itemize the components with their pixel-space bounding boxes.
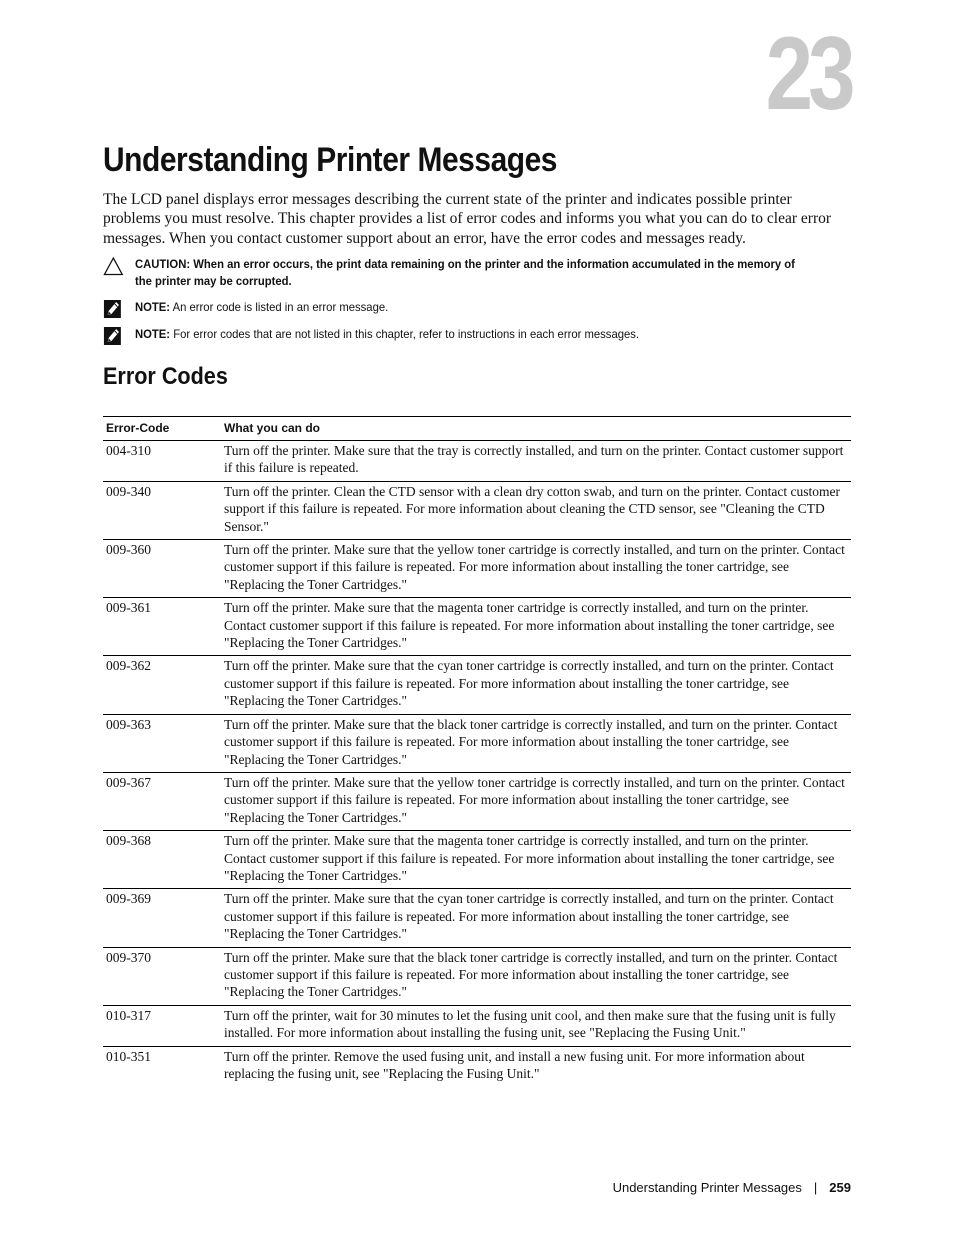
note-notice: [103, 299, 808, 316]
error-code-cell: 009-363: [103, 714, 221, 772]
error-code-cell: 010-317: [103, 1005, 221, 1046]
error-code-cell: 009-361: [103, 598, 221, 656]
action-cell: Turn off the printer. Make sure that the cyan toner cartridge is correctly installed, and turn on the printer. Contact customer support if this failure is repeated. For more information about installing the toner cartridge, see "Replacing the Toner Cartridges.": [221, 656, 851, 714]
intro-paragraph: The LCD panel displays error messages describing the current state of the printer and indicates possible printer problems you must resolve. This chapter provides a list of error codes and informs you what you can do to clear error messages. When you contact customer support about an error, have the error codes and messages ready.: [103, 191, 832, 247]
action-cell: Turn off the printer. Make sure that the tray is correctly installed, and turn on the printer. Contact customer support if this failure is repeated.: [221, 441, 851, 482]
action-cell: Turn off the printer. Remove the used fusing unit, and install a new fusing unit. For more information about replacing the fusing unit, see "Replacing the Fusing Unit.": [224, 1048, 805, 1081]
page-title: Understanding Printer Messages: [103, 141, 558, 179]
section-title: Error Codes: [103, 363, 228, 390]
caution-text: When an error occurs, the print data remaining on the printer and the information accumulated in the memory of the printer may be corrupted.: [134, 257, 795, 288]
note-text: For error codes that are not listed in this chapter, refer to instructions in each error messages.: [173, 327, 640, 341]
table-row: [103, 481, 851, 539]
caution-label: CAUTION:: [134, 257, 191, 271]
footer-separator: |: [813, 1180, 818, 1195]
action-cell: Turn off the printer. Make sure that the magenta toner cartridge is correctly installed, and turn on the printer. Contact customer support if this failure is repeated. For more information about installing the toner cartridge, see "Replacing the Toner Cartridges.": [221, 598, 851, 656]
note-pencil-icon: [103, 299, 124, 319]
error-code-cell: 009-340: [103, 481, 221, 539]
error-code-cell: 009-369: [103, 889, 221, 947]
table-row: [103, 441, 851, 482]
caution-triangle-icon: [103, 256, 124, 276]
action-cell: Turn off the printer. Make sure that the black toner cartridge is correctly installed, and turn on the printer. Contact customer support if this failure is repeated. For more information about installing the toner cartridge, see "Replacing the Toner Cartridges.": [221, 947, 851, 1005]
table-row: [103, 889, 851, 947]
error-code-cell: 004-310: [103, 441, 221, 482]
error-code-cell: 010-351: [106, 1048, 151, 1064]
table-row: [103, 714, 851, 772]
page-footer: [613, 1180, 851, 1195]
table-row: [103, 831, 851, 889]
table-header-row: [103, 417, 851, 441]
action-cell: Turn off the printer. Make sure that the black toner cartridge is correctly installed, and turn on the printer. Contact customer support if this failure is repeated. For more information about installing the toner cartridge, see "Replacing the Toner Cartridges.": [221, 714, 851, 772]
column-header-what-you-can-do: What you can do: [221, 417, 851, 441]
error-codes-table: [103, 416, 851, 1086]
action-cell: Turn off the printer. Make sure that the yellow toner cartridge is correctly installed, and turn on the printer. Contact customer support if this failure is repeated. For more information about installing the toner cartridge, see "Replacing the Toner Cartridges.": [221, 540, 851, 598]
table-row: [103, 540, 851, 598]
error-code-cell: 009-370: [103, 947, 221, 1005]
caution-notice: [103, 256, 808, 290]
table-row: [103, 656, 851, 714]
note-pencil-icon: [103, 326, 124, 346]
note-label: NOTE:: [134, 327, 171, 341]
table-row: [103, 1005, 851, 1046]
table-row: [103, 772, 851, 830]
table-row: [103, 1046, 851, 1086]
note-notice: [103, 326, 808, 343]
error-code-cell: 009-362: [103, 656, 221, 714]
running-title: Understanding Printer Messages: [612, 1180, 802, 1195]
column-header-error-code: Error-Code: [103, 417, 221, 441]
error-code-cell: 009-360: [103, 540, 221, 598]
chapter-number: 23: [765, 16, 851, 132]
page-number: 259: [829, 1180, 851, 1195]
action-cell: Turn off the printer. Make sure that the magenta toner cartridge is correctly installed, and turn on the printer. Contact customer support if this failure is repeated. For more information about installing the toner cartridge, see "Replacing the Toner Cartridges.": [221, 831, 851, 889]
error-code-cell: 009-368: [103, 831, 221, 889]
note-label: NOTE:: [134, 300, 171, 314]
table-row: [103, 947, 851, 1005]
error-code-cell: 009-367: [103, 772, 221, 830]
note-text: An error code is listed in an error message.: [172, 300, 389, 314]
action-cell: Turn off the printer. Make sure that the yellow toner cartridge is correctly installed, and turn on the printer. Contact customer support if this failure is repeated. For more information about installing the toner cartridge, see "Replacing the Toner Cartridges.": [221, 772, 851, 830]
action-cell: Turn off the printer. Make sure that the cyan toner cartridge is correctly installed, and turn on the printer. Contact customer support if this failure is repeated. For more information about installing the toner cartridge, see "Replacing the Toner Cartridges.": [221, 889, 851, 947]
table-row: [103, 598, 851, 656]
action-cell: Turn off the printer. Clean the CTD sensor with a clean dry cotton swab, and turn on the printer. Contact customer support if this failure is repeated. For more information about cleaning the CTD sensor, see "Cleaning the CTD Sensor.": [221, 481, 851, 539]
action-cell: Turn off the printer, wait for 30 minutes to let the fusing unit cool, and then make sure that the fusing unit is fully installed. For more information about installing the fusing unit, see "Replacing the Fusing Unit.": [221, 1005, 851, 1046]
